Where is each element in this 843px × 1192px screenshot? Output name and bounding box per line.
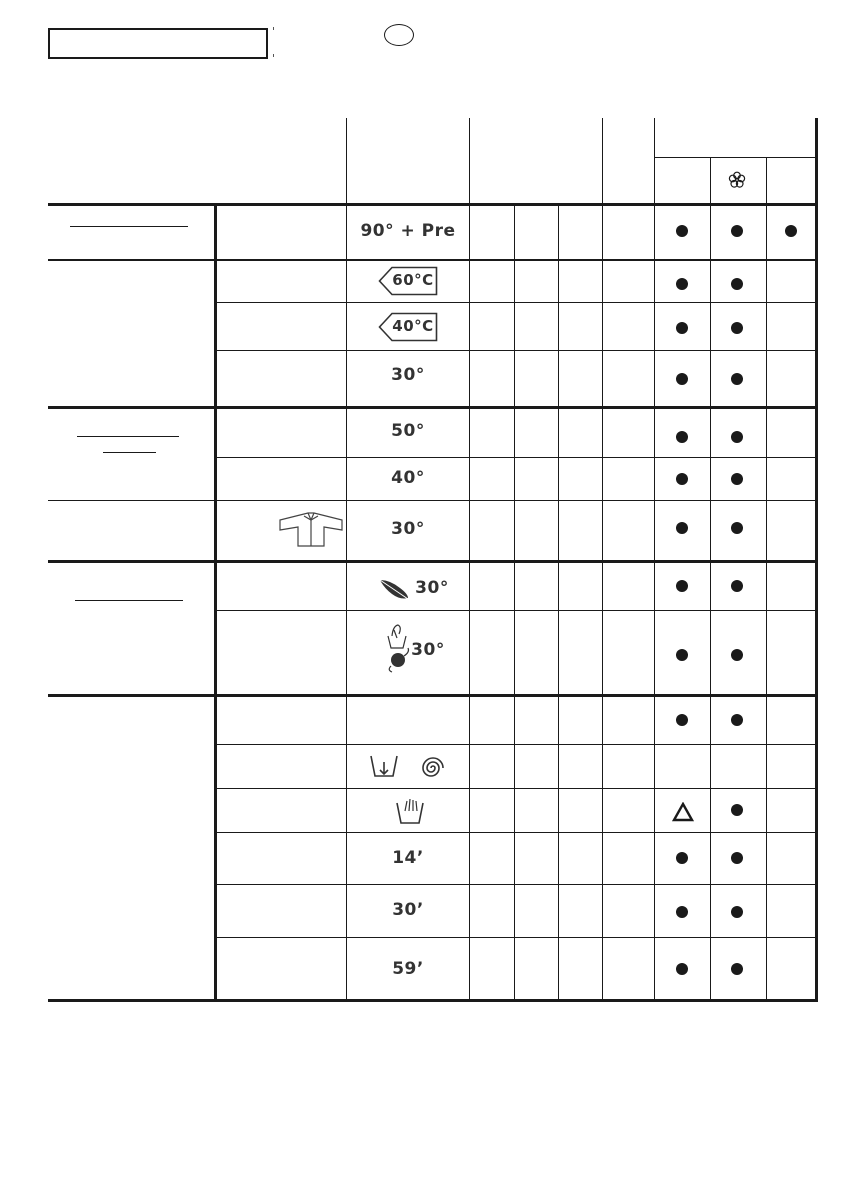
dot-r13-c2 [731, 852, 743, 864]
dot-r10-c1 [676, 714, 688, 726]
dot-r8-c1 [676, 580, 688, 592]
rule-bottom [48, 999, 818, 1002]
row14-duration: 30’ [392, 900, 424, 920]
dot-r9-c1 [676, 649, 688, 661]
dot-r1-c3 [785, 225, 797, 237]
flower-icon [727, 170, 747, 190]
feather-icon [378, 576, 412, 602]
rule-group4 [48, 560, 818, 563]
group1-name-underline [70, 226, 188, 227]
dot-r15-c1 [676, 963, 688, 975]
dot-r1-c1 [676, 225, 688, 237]
group-separator [214, 205, 217, 1002]
dot-r2-c2 [731, 278, 743, 290]
dot-r4-c2 [731, 373, 743, 385]
row15-duration: 59’ [392, 959, 424, 979]
rule-r11 [216, 788, 818, 789]
group2-name-underline-a [77, 436, 179, 437]
rule-header [48, 203, 818, 206]
header-subrule [654, 157, 818, 158]
dot-r8-c2 [731, 580, 743, 592]
dot-r13-c1 [676, 852, 688, 864]
dot-r3-c1 [676, 322, 688, 334]
col-line-g [710, 157, 711, 1002]
rule-r12 [216, 832, 818, 833]
dot-r1-c2 [731, 225, 743, 237]
dot-r7-c2 [731, 522, 743, 534]
rule-r10 [216, 744, 818, 745]
wash-label-icon [378, 266, 438, 301]
dot-r3-c2 [731, 322, 743, 334]
triangle-icon [672, 802, 694, 822]
col-line-h [766, 157, 767, 1002]
rule-r8 [216, 610, 818, 611]
shirt-icon [278, 512, 344, 548]
row1-temperature: 90° + Pre [360, 221, 456, 241]
dot-r14-c1 [676, 906, 688, 918]
group4-name-underline [75, 600, 183, 601]
row4-temperature: 30° [391, 365, 425, 385]
dot-r14-c2 [731, 906, 743, 918]
row8-temperature: 30° [415, 578, 449, 598]
row3-temperature: 40°C [392, 317, 434, 335]
rule-r5 [216, 457, 818, 458]
rule-r2 [216, 302, 818, 303]
rule-group5 [48, 694, 818, 697]
wash-label-icon [378, 312, 438, 347]
dot-r7-c1 [676, 522, 688, 534]
row6-temperature: 40° [391, 468, 425, 488]
dot-r12-c2 [731, 804, 743, 816]
rule-r13 [216, 884, 818, 885]
dot-r5-c2 [731, 431, 743, 443]
dot-r5-c1 [676, 431, 688, 443]
rule-group1 [48, 259, 818, 261]
row2-temperature: 60°C [392, 271, 434, 289]
row13-duration: 14’ [392, 848, 424, 868]
row9-temperature: 30° [411, 640, 445, 660]
rule-group3 [48, 500, 818, 501]
rule-r3 [216, 350, 818, 351]
col-line-f [558, 205, 559, 1002]
dot-r15-c2 [731, 963, 743, 975]
dot-r6-c1 [676, 473, 688, 485]
col-line-e [514, 205, 515, 1002]
dot-r10-c2 [731, 714, 743, 726]
rule-group2 [48, 406, 818, 409]
rinse-icon [395, 797, 425, 825]
dot-r9-c2 [731, 649, 743, 661]
dot-r6-c2 [731, 473, 743, 485]
group2-name-underline-b [103, 452, 156, 453]
row5-temperature: 50° [391, 421, 425, 441]
dot-r2-c1 [676, 278, 688, 290]
dot-r4-c1 [676, 373, 688, 385]
rule-r14 [216, 937, 818, 938]
row7-temperature: 30° [391, 519, 425, 539]
drain-spin-icon [369, 752, 451, 784]
